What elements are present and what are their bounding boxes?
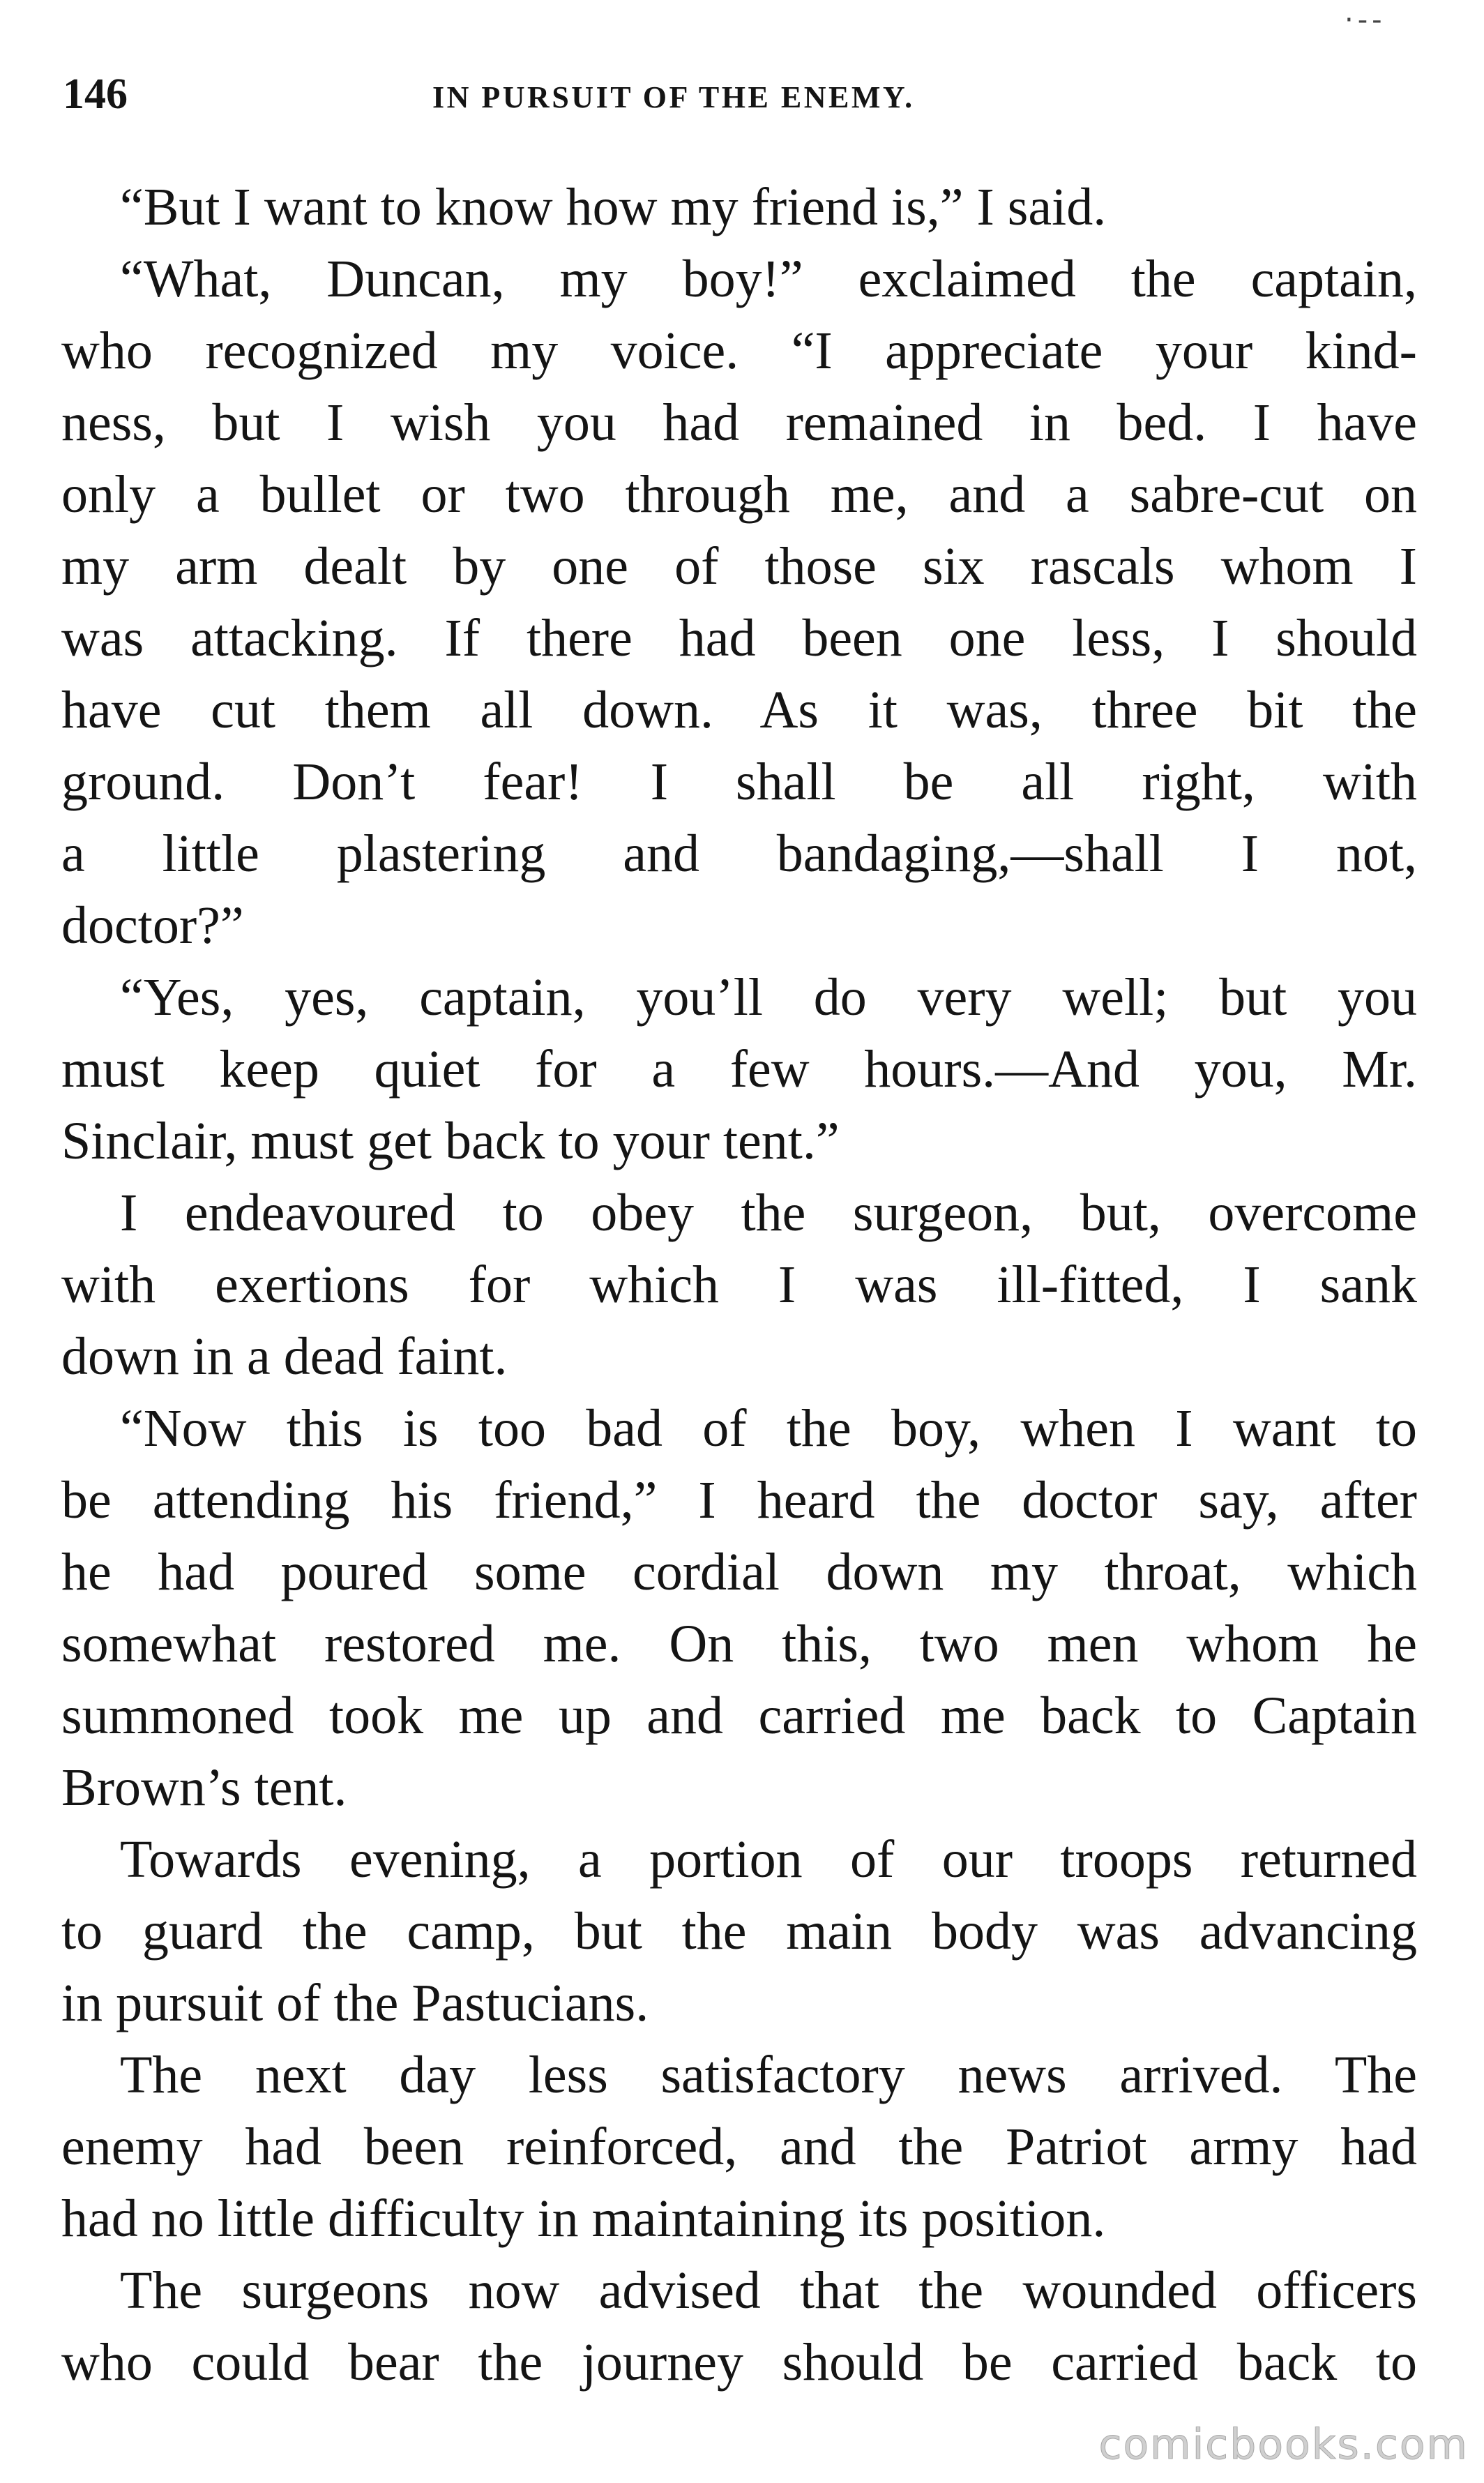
text-line: Sinclair, must get back to your tent.”	[61, 1112, 840, 1170]
text-line: who could bear the journey should be carried back to	[61, 2333, 1417, 2392]
text-line: with exertions for which I was ill-fitted, I sank	[61, 1255, 1417, 1314]
text-line: ground. Don’t fear! I shall be all right, with	[61, 753, 1417, 811]
text-line: have cut them all down. As it was, three bit the	[61, 681, 1417, 739]
text-line: who recognized my voice. “I appreciate your kind-	[61, 322, 1417, 380]
text-line: be attending his friend,” I heard the doctor say, after	[61, 1471, 1417, 1530]
text-line: to guard the camp, but the main body was advancing	[61, 1902, 1417, 1961]
text-line: summoned took me up and carried me back to Captain	[61, 1686, 1417, 1745]
text-line: must keep quiet for a few hours.—And you, Mr.	[61, 1040, 1417, 1099]
watermark: comicbooks.com	[1098, 2420, 1469, 2469]
text-line: a little plastering and bandaging,—shall I not,	[61, 824, 1417, 883]
text-line: “Now this is too bad of the boy, when I want to	[120, 1399, 1417, 1458]
text-line: only a bullet or two through me, and a sabre-cut on	[61, 465, 1417, 524]
text-line: enemy had been reinforced, and the Patriot army had	[61, 2118, 1417, 2176]
running-head: IN PURSUIT OF THE ENEMY.	[432, 80, 915, 114]
text-line: Brown’s tent.	[61, 1758, 347, 1817]
text-line: I endeavoured to obey the surgeon, but, overcome	[120, 1184, 1417, 1242]
text-line: had no little difficulty in maintaining its position.	[61, 2189, 1106, 2248]
text-line: “What, Duncan, my boy!” exclaimed the captain,	[120, 250, 1417, 308]
text-line: was attacking. If there had been one less, I should	[61, 609, 1417, 667]
stray-ink-mark: ·--	[1345, 4, 1386, 36]
text-line: Towards evening, a portion of our troops returned	[120, 1830, 1417, 1889]
text-line: “Yes, yes, captain, you’ll do very well; but you	[120, 968, 1417, 1027]
text-line: “But I want to know how my friend is,” I said.	[120, 178, 1107, 236]
text-line: ness, but I wish you had remained in bed. I have	[61, 393, 1417, 452]
text-line: somewhat restored me. On this, two men whom he	[61, 1615, 1417, 1673]
text-line: down in a dead faint.	[61, 1327, 508, 1386]
page-number: 146	[63, 70, 128, 118]
text-line: doctor?”	[61, 896, 244, 955]
text-line: in pursuit of the Pastucians.	[61, 1974, 649, 2032]
text-line: he had poured some cordial down my throat, which	[61, 1543, 1417, 1601]
text-line: The next day less satisfactory news arrived. The	[120, 2046, 1417, 2104]
body-text	[61, 172, 1417, 2399]
page-header	[0, 70, 1484, 139]
text-line: The surgeons now advised that the wounded officers	[120, 2261, 1417, 2320]
text-line: my arm dealt by one of those six rascals whom I	[61, 537, 1417, 596]
